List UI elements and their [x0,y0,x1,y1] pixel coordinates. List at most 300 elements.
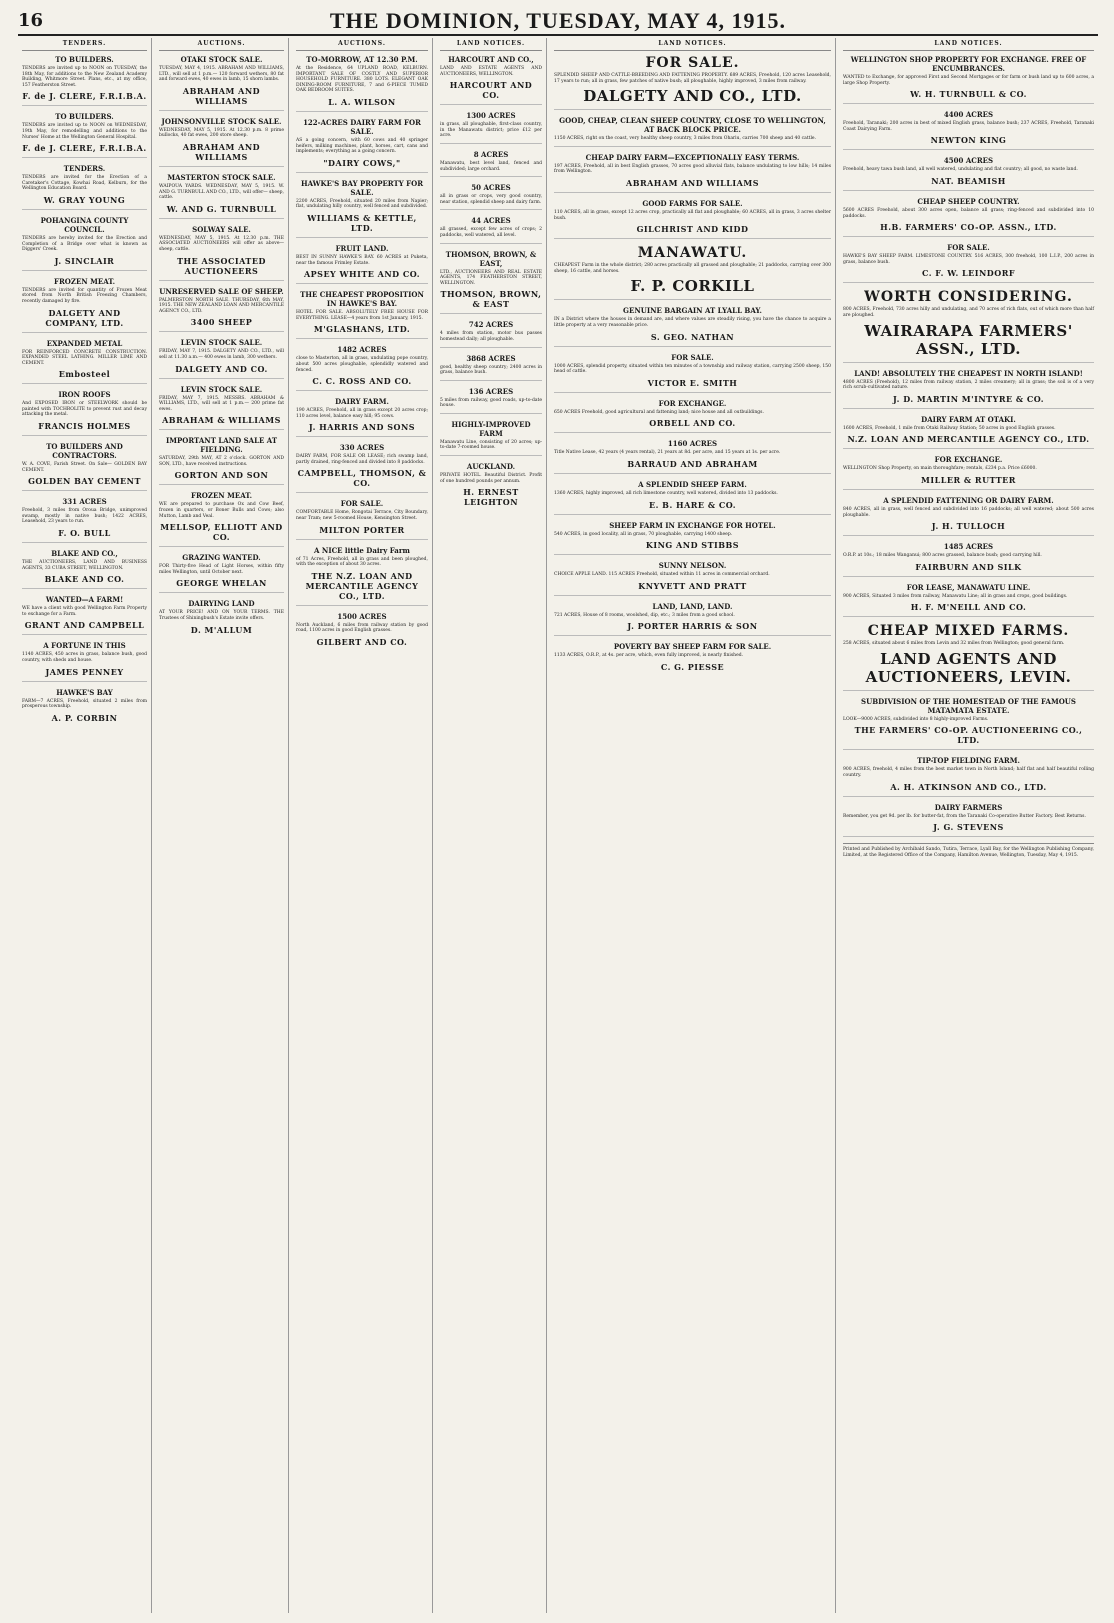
column-header: AUCTIONS. [159,38,284,51]
ad-body: CHOICE APPLE LAND. 115 ACRES Freehold, situated within 11 acres in commercial orchard. [554,572,770,578]
ad-title: DAIRY FARM AT OTAKI. [921,414,1016,424]
column-land-notices-1 [436,38,547,1613]
advertisement [843,243,1094,283]
advertisement [296,118,428,173]
ad-body: W. A. COVE, Farish Street. On Sale— GOLDEN BAY CEMENT. [22,462,147,473]
ad-signature: H. F. M'NEILL AND CO. [910,602,1027,613]
ad-body: all in grass or crops, very good country, near station, splendid sheep and dairy farm. [440,194,542,205]
ad-body: 110 ACRES, all in grass, except 12 acres crop, practically all flat and ploughable; 60 ACRES, all in grass, 3 acres shelter bush. [554,209,831,221]
advertisement [440,216,542,243]
ad-title: FOR SALE. [645,55,740,71]
advertisement [440,111,542,144]
ad-title: DAIRY FARMERS [934,802,1003,812]
ad-body: Freehold, 3 miles from Oroua Bridge, unimproved swamp, mostly in native bush; 1422 ACRES, Leasehold, 23 years to run. [22,508,147,525]
advertisement [440,250,542,315]
ad-title: 50 ACRES [471,183,511,193]
advertisement [843,496,1094,536]
advertisement [440,420,542,456]
ad-title: CHEAP DAIRY FARM—EXCEPTIONALLY EASY TERMS. [585,152,800,162]
advertisement [440,354,542,381]
ad-body: Title Native Lease, 42 years (4 years rental), 21 years at 8d. per acre, and 15 years at 1s. per acre. [554,450,781,456]
ad-body: CHEAPEST Farm in the whole district; 280 acres practically all grassed and ploughable; 21 paddocks, carrying over 300 sheep, 16 cattle, and horses. [554,263,831,274]
advertisement [296,499,428,539]
ad-title: GOOD FARMS FOR SALE. [642,198,743,208]
advertisement [22,112,147,158]
ad-signature: N.Z. LOAN AND MERCANTILE AGENCY CO., LTD. [847,434,1090,445]
ad-signature: THE ASSOCIATED AUCTIONEERS [177,255,266,276]
ad-title: GENUINE BARGAIN AT LYALL BAY. [623,306,762,316]
ad-body: of 71 Acres, Freehold, all in grass and been ploughed, with the exception of about 30 acres. [296,556,428,568]
ad-signature: S. GEO. NATHAN [650,331,735,342]
column-header: AUCTIONS. [296,38,428,51]
ad-title: HIGHLY-IMPROVED FARM [451,419,531,438]
ad-body: AS a going concern, with 60 cows and 40 springer heifers, milking machines, plant, horses, cart, cans and implements; everything as a going concern. [296,137,428,155]
advertisement [159,287,284,333]
ad-title: TENDERS. [63,164,106,174]
ad-title: TIP-TOP FIELDING FARM. [917,756,1020,766]
ad-title: 330 ACRES [339,443,385,453]
ad-signature: A. P. CORBIN [51,712,118,723]
ad-signature: MILLER & RUTTER [921,474,1016,485]
ad-body: TUESDAY, MAY 4, 1915. ABRAHAM AND WILLIAMS, LTD., will sell at 1 p.m.— 120 forward wethers, 80 fat and forward ewes, 40 ewes in lamb, 15 shorn lambs. [159,66,284,83]
ad-signature: J. G. STEVENS [933,822,1004,833]
ad-signature: E. B. HARE & CO. [649,499,736,510]
ad-body: 1000 ACRES, splendid property, situated within ten minutes of a township and railway station, carrying 2500 sheep, 150 head of cattle. [554,363,831,375]
ad-signature: DALGETY AND CO. [175,363,268,374]
advertisement [296,546,428,606]
column-auctions-2 [292,38,433,1613]
advertisement [843,697,1094,751]
advertisement [22,390,147,436]
ad-title: SHEEP FARM IN EXCHANGE FOR HOTEL. [609,520,776,530]
advertisement [296,397,428,437]
ad-body: At the Residence, 64 UPLAND ROAD, KELBURN. IMPORTANT SALE OF COSTLY AND SUPERIOR HOUSEHOLD FURNITURE. 380 LOTS. ELEGANT OAK DINING-ROOM FURNITURE, 7 and 6-PIECE TUMED OAK BEDROOM SUITES. [296,66,428,94]
ad-title: A SPLENDID SHEEP FARM. [638,479,747,489]
ad-signature: WAIRARAPA FARMERS' ASSN., LTD. [864,321,1073,358]
ad-title: A NICE little Dairy Farm [314,545,410,555]
columns [18,38,1098,1613]
ad-signature: GILCHRIST AND KIDD [636,224,749,235]
ad-title: OTAKI STOCK SALE. [180,55,263,64]
ad-title: POHANGINA COUNTY COUNCIL. [40,215,129,234]
ad-body: 4 miles from station, motor bus passes homestead daily; all ploughable. [440,331,542,342]
advertisement [440,150,542,177]
ad-body: 1150 ACRES, right on the coast, very healthy sheep country, 3 miles from Ohariu, carries 700 sheep and 40 cattle. [554,136,816,142]
advertisement [22,641,147,681]
ad-title: 3868 ACRES [466,353,516,363]
advertisement [554,480,831,515]
advertisement [554,439,831,474]
ad-title: SOLWAY SALE. [192,224,251,234]
advertisement [159,338,284,378]
ad-body: 190 ACRES, Freehold, all in grass except 20 acres crop; 110 acres level, balance easy hill; 95 cows. [296,408,428,419]
ad-body: 258 ACRES, situated about 6 miles from Levin and 32 miles from Wellington; good general farm. [843,641,1065,647]
ad-title: SUNNY NELSON. [658,561,727,571]
advertisement [440,387,542,414]
advertisement [22,55,147,106]
advertisement [843,110,1094,150]
advertisement [22,339,147,385]
page-number: 16 [18,10,44,31]
ad-body: FOR Thirty-five Head of Light Horses, within fifty miles Wellington, until October next. [159,564,284,575]
ad-title: THOMSON, BROWN, & EAST, [445,249,537,268]
ad-title: TO BUILDERS. [55,55,114,64]
ad-signature: ABRAHAM AND WILLIAMS [625,177,760,188]
ad-title: LAND, LAND, LAND. [652,601,733,611]
ad-body: AT YOUR PRICE! AND ON YOUR TERMS. THE Trustees of Shiningbush's Estate invite offers. [159,610,284,622]
advertisement [159,553,284,593]
ad-signature: FAIRBURN AND SILK [915,561,1022,572]
ad-body: 900 ACRES, Situated 3 miles from railway, Manawatu Line; all in grass and crops, good buildings. [843,593,1068,599]
ad-title: FOR EXCHANGE. [658,398,727,408]
ad-body: SATURDAY, 29th MAY, AT 2 o'clock. GORTON AND SON, LTD., have received instructions. [159,456,284,467]
ad-title: 4500 ACRES [943,156,994,166]
ad-title: A FORTUNE IN THIS [43,641,126,651]
ad-signature: VICTOR E. SMITH [647,377,738,388]
ad-title: CHEAP MIXED FARMS. [867,623,1070,640]
ad-signature: ABRAHAM AND WILLIAMS [182,85,261,106]
advertisement [554,642,831,676]
column-header: LAND NOTICES. [554,38,831,51]
ad-title: THE CHEAPEST PROPOSITION IN HAWKE'S BAY. [300,290,424,309]
ad-signature: ABRAHAM AND WILLIAMS [182,141,261,162]
ad-body: 1600 ACRES, Freehold, 1 mile from Otaki Railway Station; 50 acres in good English grasses. [843,425,1056,431]
ad-signature: J. D. MARTIN M'INTYRE & CO. [892,393,1045,404]
ad-signature: W. AND G. TURNBULL [166,203,277,214]
ad-signature: J. SINCLAIR [54,255,115,266]
ad-body: BEST IN SUNNY HAWKE'S BAY. 60 ACRES at Puketa, near the famous Frimley Estate. [296,254,428,266]
ad-signature: D. M'ALLUM [190,624,253,635]
ad-title: BLAKE AND CO., [51,549,118,559]
ad-title: IMPORTANT LAND SALE AT FIELDING. [165,436,278,455]
advertisement [296,55,428,112]
ad-signature: DALGETY AND COMPANY, LTD. [45,307,124,328]
ad-signature: FRANCIS HOLMES [38,421,131,432]
ad-title: JOHNSONVILLE STOCK SALE. [161,116,282,126]
imprint-footer: Printed and Published by Archibald Sando, Tutira, Terrace, Lyall Bay, for the Wellington Publishing Company, Limited, at the Registered Office of the Company, Hamilton Avenue, Wellington, Tuesday, May 4, 1915. [843,843,1094,858]
ad-signature: GOLDEN BAY CEMENT [28,476,141,487]
ad-signature: J. PORTER HARRIS & SON [627,621,758,632]
ad-body: Freehold, heavy tawa bush land, all well watered, undulating and flat country; all good, no waste land. [843,167,1078,173]
ad-signature: THE FARMERS' CO-OP. AUCTIONEERING CO., LTD. [854,725,1083,746]
ad-title: FOR EXCHANGE. [934,455,1003,465]
ad-signature: F. O. BULL [58,528,111,539]
ad-signature: MELLSOP, ELLIOTT AND CO. [160,522,283,543]
advertisement [843,623,1094,691]
advertisement [440,55,542,105]
advertisement [159,55,284,111]
ad-signature: THE N.Z. LOAN AND MERCANTILE AGENCY CO., LTD. [305,570,419,601]
ad-signature: L. A. WILSON [328,96,396,107]
advertisement [843,583,1094,618]
advertisement [296,179,428,238]
ad-body: TENDERS are invited up to NOON on WEDNESDAY, 19th May, for remodelling and additions to the Nurses' Home at the Wellington General Hospital. [22,123,147,140]
column-tenders [18,38,152,1613]
ad-body: close to Masterton, all in grass, undulating pope country, about 500 acres ploughable, splendidly watered and fenced. [296,356,428,373]
ad-body: SPLENDID SHEEP AND CATTLE-BREEDING AND FATTENING PROPERTY. 689 ACRES, Freehold, 120 acres Leasehold, 17 years to run; all in grass, few patches of native bush; all ploughable, highly improved, 3 miles from railway. [554,73,831,84]
advertisement [22,277,147,333]
advertisement [159,225,284,281]
advertisement [554,399,831,434]
ad-signature: M'GLASHANS, LTD. [313,324,411,335]
ad-title: HAWKE'S BAY [56,687,113,697]
ad-signature: C. C. ROSS AND CO. [312,376,412,387]
ad-title: IRON ROOFS [58,390,111,400]
column-land-notices-3 [839,38,1098,1613]
ad-body: O.R.P. at 10s.; 18 miles Wanganui; 800 acres grassed, balance bush; good carrying hill. [843,553,1042,559]
ad-signature: J. HARRIS AND SONS [308,422,416,433]
advertisement [843,369,1094,409]
ad-signature: "DAIRY COWS," [323,157,401,168]
advertisement [554,199,831,239]
ad-body: DAIRY FARM, FOR SALE OR LEASE; rich swamp land, partly drained, ring-fenced and divided into 8 paddocks. [296,454,428,465]
ad-body: WEDNESDAY, MAY 5, 1915. At 12.30 p.m. 8 prime bullocks, 40 fat ewes, 200 store sheep. [159,127,284,139]
ad-title: SUBDIVISION OF THE HOMESTEAD OF THE FAMOUS MATAMATA ESTATE. [861,696,1076,715]
ad-body: IN a District where the houses in demand are, and where values are steadily rising, you have the chance to acquire a little property at a very reasonable price. [554,317,831,328]
advertisement [554,245,831,300]
ad-body: WANTED to Exchange, for approved First and Second Mortgages or for farm or bush land up to 600 acres, a large Shop Property. [843,75,1094,86]
ad-body: Manawatu Line, consisting of 20 acres; up-to-date 7-roomed house. [440,439,542,451]
ad-title: 136 ACRES [468,386,514,396]
ad-title: FROZEN MEAT. [53,276,116,286]
ad-signature: J. H. TULLOCH [931,521,1006,532]
ad-body: PRIVATE HOTEL. Beautiful District. Profit of one hundred pounds per annum. [440,473,542,484]
ad-body: And EXPOSED IRON or STEELWORK should be painted with TOCHROLITE to prevent rust and decay attacking the metal. [22,401,147,418]
advertisement [159,491,284,547]
ad-signature: BLAKE AND CO. [44,574,125,585]
ad-title: LEVIN STOCK SALE. [180,384,263,394]
ad-body: 650 ACRES Freehold, good agricultural and fattening land; nice house and all outbuildings. [554,409,764,415]
ad-signature: KING AND STIBBS [645,540,740,551]
advertisement [22,164,147,210]
advertisement [296,290,428,339]
ad-body: Manawatu, best level land, fenced and subdivided; large orchard. [440,160,542,172]
ad-body: 4800 ACRES (Freehold), 12 miles from railway station, 2 miles creamery; all in grass; the soil is of a very rich scrub-cultivated nature. [843,379,1094,391]
ad-title: GOOD, CHEAP, CLEAN SHEEP COUNTRY, CLOSE TO WELLINGTON, AT BACK BLOCK PRICE. [559,116,826,135]
ad-body: WEDNESDAY, MAY 5, 1915. At 12.30 p.m. THE ASSOCIATED AUCTIONEERS will offer as above— sheep, cattle. [159,235,284,252]
ad-body: 2200 ACRES, Freehold, situated 20 miles from Napier; flat, undulating hilly country, well fenced and subdivided. [296,198,428,210]
ad-body: 840 ACRES, all in grass, well fenced and subdivided into 16 paddocks; all well watered; about 500 acres ploughable. [843,506,1094,518]
ad-body: in grass, all ploughable, first-class country, in the Manawatu district; price £12 per acre. [440,122,542,139]
ad-title: TO BUILDERS AND CONTRACTORS. [46,442,123,461]
ad-signature: F. de J. CLERE, F.R.I.B.A. [22,143,147,154]
ad-title: WORTH CONSIDERING. [864,289,1073,306]
column-header: LAND NOTICES. [843,38,1094,51]
advertisement [554,353,831,393]
advertisement [22,595,147,635]
advertisement [22,688,147,727]
ad-signature: WILLIAMS & KETTLE, LTD. [307,212,417,233]
advertisement [22,216,147,271]
advertisement [440,320,542,347]
ad-title: AUCKLAND. [466,462,516,472]
ad-title: FOR SALE. [947,243,990,253]
ad-title: 1482 ACRES [337,345,387,355]
column-header: LAND NOTICES. [440,38,542,51]
ad-body: TENDERS are hereby invited for the Erection and Completion of a Bridge over what is known as Diggers' Creek. [22,235,147,253]
ad-signature: F. de J. CLERE, F.R.I.B.A. [22,91,147,102]
advertisement [296,443,428,493]
ad-title: 1485 ACRES [943,542,994,552]
ad-title: 1300 ACRES [466,111,516,121]
ad-body: FOR REINFORCED CONCRETE CONSTRUCTION. EXPANDED STEEL LATHING. MILLER LIME AND CEMENT. [22,349,147,366]
ad-body: WAIPOUA YARDS. WEDNESDAY, MAY 5, 1915. W. AND G. TURNBULL AND CO., LTD., will offer— sheep, cattle. [159,183,284,201]
ad-title: 122-ACRES DAIRY FARM FOR SALE. [303,117,421,136]
ad-title: WANTED—A FARM! [45,595,124,605]
ad-signature: W. H. TURNBULL & CO. [910,89,1027,100]
advertisement [296,612,428,651]
ad-signature: CAMPBELL, THOMSON, & CO. [297,468,427,489]
ad-signature: BARRAUD AND ABRAHAM [627,458,758,469]
ad-title: POVERTY BAY SHEEP FARM FOR SALE. [613,642,772,652]
ad-title: MANAWATU. [637,245,748,262]
ad-title: UNRESERVED SALE OF SHEEP. [159,286,284,296]
ad-signature: JAMES PENNEY [45,666,124,677]
ad-body: Remember, you get 9d. per lb. for butter-fat, from the Taranaki Co-operative Butter Factory. Best Returns. [843,813,1086,819]
ad-body: FRIDAY, MAY 7, 1915. DALGETY AND CO., LTD., will sell at 11.30 a.m.— 400 ewes in lamb, 300 wethers. [159,349,284,360]
ad-signature: LAND AGENTS AND AUCTIONEERS, LEVIN. [865,649,1072,686]
ad-body: LOOK—9000 ACRES, subdivided into 8 highly-improved Farms. [843,716,989,722]
ad-body: all grassed, except few acres of crops; 2 paddocks, well watered, all level. [440,227,542,238]
advertisement [843,415,1094,450]
advertisement [554,116,831,147]
advertisement [843,156,1094,191]
ad-title: FOR SALE. [340,499,384,509]
advertisement [22,497,147,543]
advertisement [554,521,831,556]
ad-title: GRAZING WANTED. [182,553,261,563]
ad-signature: C. G. PIESSE [660,661,725,672]
ad-signature: Embosteel [58,369,111,380]
ad-body: HAWKE'S BAY SHEEP FARM. LIMESTONE COUNTRY. 516 ACRES, 300 freehold, 100 L.I.P., 200 acres in grass, balance bush. [843,254,1094,265]
ad-title: DAIRYING LAND [188,599,255,609]
ad-title: 4400 ACRES [943,110,994,120]
ad-body: LAND AND ESTATE AGENTS AND AUCTIONEERS, WELLINGTON. [440,66,542,77]
ad-signature: NAT. BEAMISH [931,175,1006,186]
ad-body: 5 miles from railway, good roads, up-to-date house. [440,397,542,409]
advertisement [843,803,1094,838]
advertisement [440,183,542,210]
ad-body: WELLINGTON Shop Property, on main thoroughfare; rentals, £234 p.a. Price £6000. [843,466,1037,472]
ad-body: 1140 ACRES, 450 acres in grass, balance bush, good country, with sheds and house. [22,652,147,663]
ad-signature: HARCOURT AND CO. [449,80,533,101]
ad-signature: ORBELL AND CO. [649,418,736,429]
ad-signature: 3400 SHEEP [190,317,253,328]
advertisement [843,542,1094,577]
ad-title: 742 ACRES [468,320,514,330]
ad-title: 331 ACRES [62,497,107,507]
ad-title: DAIRY FARM. [335,397,389,407]
ad-signature: F. P. CORKILL [630,277,755,296]
ad-title: FROZEN MEAT. [190,491,253,501]
ad-body: 900 ACRES, freehold, 4 miles from the best market town in North Island; half flat and half beautiful rolling country. [843,767,1094,779]
ad-title: TO BUILDERS. [55,112,114,122]
advertisement [159,436,284,485]
advertisement [554,306,831,346]
ad-title: MASTERTON STOCK SALE. [167,172,276,182]
ad-body: 197 ACRES, Freehold, all in best English grasses, 70 acres good alluvial flats, balance undulating to low hills; 14 miles from Wellington. [554,163,831,175]
ad-signature: APSEY WHITE AND CO. [303,269,421,280]
ad-title: FRUIT LAND. [335,243,389,253]
ad-body: TENDERS are invited for the Erection of a Caretaker's Cottage, Kowhai Road, Kelburn, for the Wellington Education Board. [22,175,147,192]
ad-signature: THOMSON, BROWN, & EAST [440,289,542,310]
ad-signature: C. F. W. LEINDORF [921,268,1016,279]
ad-body: 1133 ACRES, O.R.P., at 4s. per acre, which, even fully improved, is nearly finished. [554,653,744,659]
ad-body: WE have a client with good Wellington Farm Property to exchange for a Farm. [22,606,147,617]
advertisement [296,244,428,284]
ad-signature: GILBERT AND CO. [316,637,408,648]
advertisement [843,756,1094,796]
advertisement [296,345,428,391]
ad-signature: GORTON AND SON [174,470,269,481]
ad-signature: W. GRAY YOUNG [43,194,126,205]
column-auctions-1 [155,38,289,1613]
ad-body: LTD., AUCTIONEERS AND REAL ESTATE AGENTS, 174 FEATHERSTON STREET, WELLINGTON. [440,269,542,286]
ad-body: THE AUCTIONEERS, LAND AND BUSINESS AGENTS, 33 CUBA STREET, WELLINGTON. [22,560,147,571]
ad-signature: H. ERNEST LEIGHTON [463,487,519,508]
ad-title: LAND! ABSOLUTELY THE CHEAPEST IN NORTH ISLAND! [854,368,1083,378]
ad-title: 1500 ACRES [337,611,387,621]
ad-body: COMFORTABLE Home, Rongotai Terrace, City Boundary, near Tram; new 5-roomed House, Kensington Street. [296,510,428,522]
advertisement [22,549,147,589]
ad-body: 1360 ACRES, highly improved, all rich limestone country, well watered, divided into 13 paddocks. [554,490,778,496]
column-land-notices-2 [550,38,836,1613]
ad-title: LEVIN STOCK SALE. [180,338,263,348]
ad-title: 44 ACRES [471,216,511,226]
advertisement [843,55,1094,104]
ad-signature: NEWTON KING [930,135,1007,146]
advertisement [159,385,284,431]
ad-body: HOTEL FOR SALE. ABSOLUTELY FREE HOUSE FOR EVERYTHING. LEASE—4 years from 1st January, 1915. [296,310,428,321]
ad-body: FRIDAY, MAY 7, 1915. MESSRS. ABRAHAM & WILLIAMS, LTD., will sell at 1 p.m.— 200 prime fat ewes. [159,395,284,412]
ad-body: 540 ACRES, in good locality, all in grass, 70 ploughable, carrying 1400 sheep. [554,531,733,537]
ad-body: North Auckland, 6 miles from railway station by good road, 1100 acres in good English grasses. [296,622,428,634]
ad-title: EXPANDED METAL [46,338,123,348]
ad-body: FARM—7 ACRES, Freehold, situated 2 miles from prosperous township. [22,698,147,710]
ad-title: FOR LEASE, MANAWATU LINE. [906,582,1031,592]
advertisement [554,153,831,193]
ad-title: 1160 ACRES [667,439,718,449]
ad-body: 800 ACRES, Freehold, 730 acres hilly and undulating, and 70 acres of rich flats, out of which more than half are ploughed. [843,307,1094,318]
masthead [18,8,1098,36]
ad-signature: ABRAHAM & WILLIAMS [162,415,281,426]
ad-body: PALMERSTON NORTH SALE. THURSDAY, 6th MAY, 1915. THE NEW ZEALAND LOAN AND MERCANTILE AGENCY CO., LTD. [159,297,284,314]
ad-signature: GRANT AND CAMPBELL [24,620,145,631]
ad-title: FOR SALE. [671,352,714,362]
advertisement [554,55,831,110]
advertisement [554,602,831,637]
ad-signature: H.B. FARMERS' CO-OP. ASSN., LTD. [880,222,1057,233]
advertisement [843,197,1094,237]
advertisement [843,289,1094,362]
advertisement [159,117,284,167]
newspaper-title: THE DOMINION, TUESDAY, MAY 4, 1915. [329,8,787,33]
ad-body: 5600 ACRES Freehold, about 300 acres open, balance all grass; ring-fenced and subdivided into 10 paddocks. [843,207,1094,219]
ad-body: WE are prepared to purchase Ox and Cow Beef, frozen in quarters, or Boner Bulls and Cows; also Mutton, Lamb and Veal. [159,502,284,519]
advertisement [554,561,831,596]
column-header: TENDERS. [22,38,147,51]
ad-signature: GEORGE WHELAN [176,578,267,589]
advertisement [159,173,284,219]
advertisement [22,442,147,491]
ad-title: CHEAP SHEEP COUNTRY. [917,196,1020,206]
ad-signature: KNYVETT AND PRATT [638,580,747,591]
ad-body: Freehold, Taranaki; 200 acres in best of mixed English grass, balance bush; 237 ACRES, Freehold, Taranaki Coast Dairying Farm. [843,121,1094,132]
ad-signature: DALGETY AND CO., LTD. [583,87,802,106]
advertisement [159,599,284,638]
advertisement [843,455,1094,490]
ad-title: TO-MORROW, AT 12.30 P.M. [306,55,418,64]
